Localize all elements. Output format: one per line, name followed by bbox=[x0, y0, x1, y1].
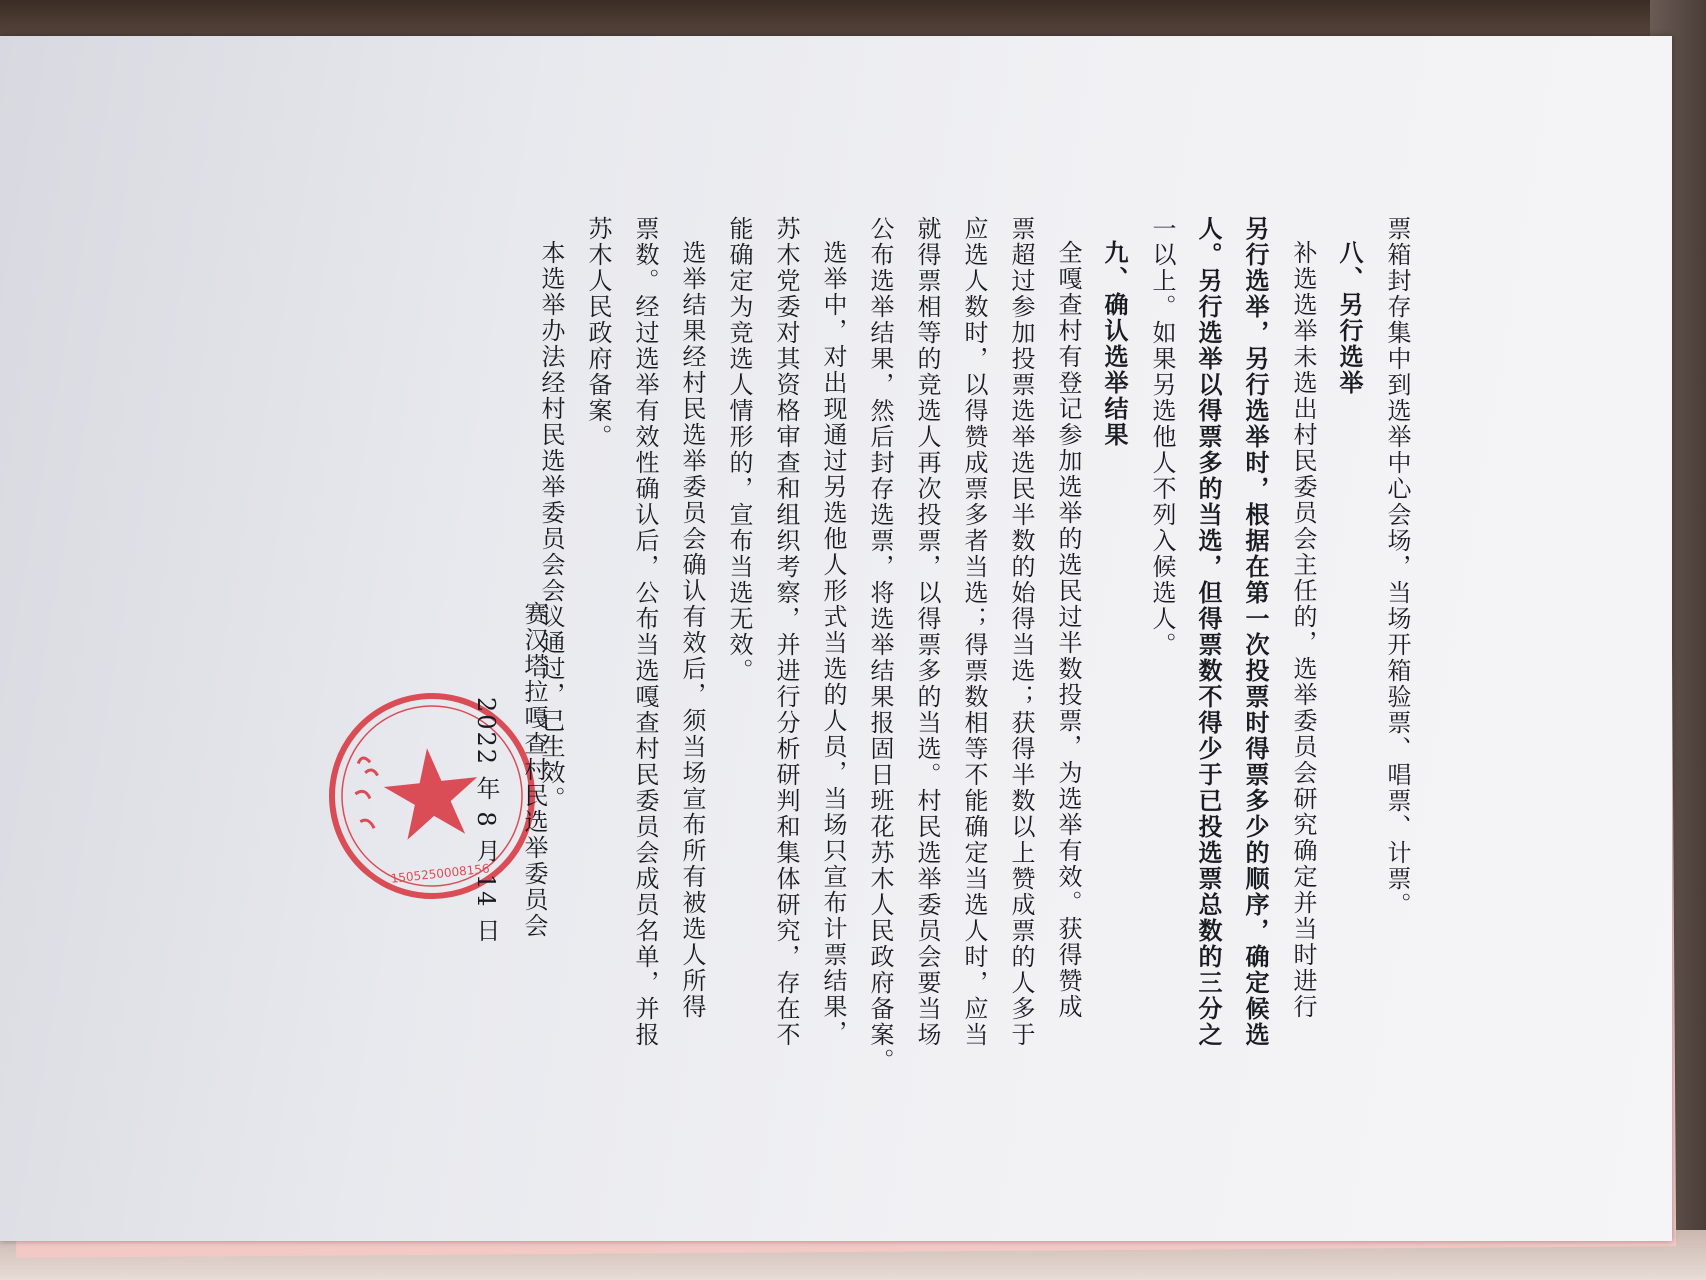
paragraph-line: 另行选举，另行选举时，根据在第一次投票时得票多少的顺序，确定候选 bbox=[1241, 216, 1270, 1048]
signature-date: 2022 年 8 月 14 日 bbox=[472, 697, 500, 945]
paragraph-line: 补选选举未选出村民委员会主任的，选举委员会研究确定并当时进行 bbox=[1289, 240, 1317, 1020]
paragraph-line: 应选人数时，以得赞成票多者当选；得票数相等不能确定当选人时，应当 bbox=[960, 216, 988, 1048]
paragraph-line: 全嘎查村有登记参加选举的选民过半数投票，为选举有效。获得赞成 bbox=[1054, 240, 1082, 1020]
paragraph-line: 一以上。如果另选他人不列入候选人。 bbox=[1148, 216, 1176, 658]
signature-committee: 赛汉塔拉嘎查村民选举委员会 bbox=[520, 601, 548, 939]
paragraph-ballot-box: 票箱封存集中到选举中心会场，当场开箱验票、唱票、计票。 bbox=[1383, 216, 1411, 918]
paragraph-line: 人。另行选举以得票多的当选，但得票数不得少于已投选票总数的三分之 bbox=[1194, 216, 1223, 1048]
paragraph-line: 公布选举结果，然后封存选票，将选举结果报固日班花苏木人民政府备案。 bbox=[866, 216, 894, 1074]
paragraph-line: 苏木党委对其资格审查和组织考察，并进行分析研判和集体研究，存在不 bbox=[772, 216, 800, 1048]
paragraph-line: 苏木人民政府备案。 bbox=[584, 216, 612, 450]
paragraph-line: 就得票相等的竞选人再次投票，以得票多的当选。村民选举委员会要当场 bbox=[913, 216, 941, 1048]
seal-number: 1505250008156 bbox=[390, 861, 491, 886]
paragraph-effective: 本选举办法经村民选举委员会会议通过，已生效。 bbox=[537, 240, 565, 812]
paragraph-line: 选举中，对出现通过另选他人形式当选的人员，当场只宣布计票结果， bbox=[819, 240, 847, 1046]
heading-section-9: 九、确认选举结果 bbox=[1100, 240, 1129, 448]
heading-section-8: 八、另行选举 bbox=[1335, 240, 1364, 396]
signature-block bbox=[462, 601, 558, 944]
paragraph-line: 选举结果经村民选举委员会确认有效后，须当场宣布所有被选人所得 bbox=[678, 240, 706, 1020]
paragraph-line: 能确定为竞选人情形的，宣布当选无效。 bbox=[725, 216, 753, 684]
paragraph-line: 票超过参加投票选举选民半数的始得当选；获得半数以上赞成票的人多于 bbox=[1007, 216, 1035, 1048]
document-page bbox=[0, 36, 1672, 1241]
paragraph-line: 票数。经过选举有效性确认后，公布当选嘎查村民委员会成员名单，并报 bbox=[631, 216, 659, 1048]
document-body bbox=[527, 216, 1420, 1136]
